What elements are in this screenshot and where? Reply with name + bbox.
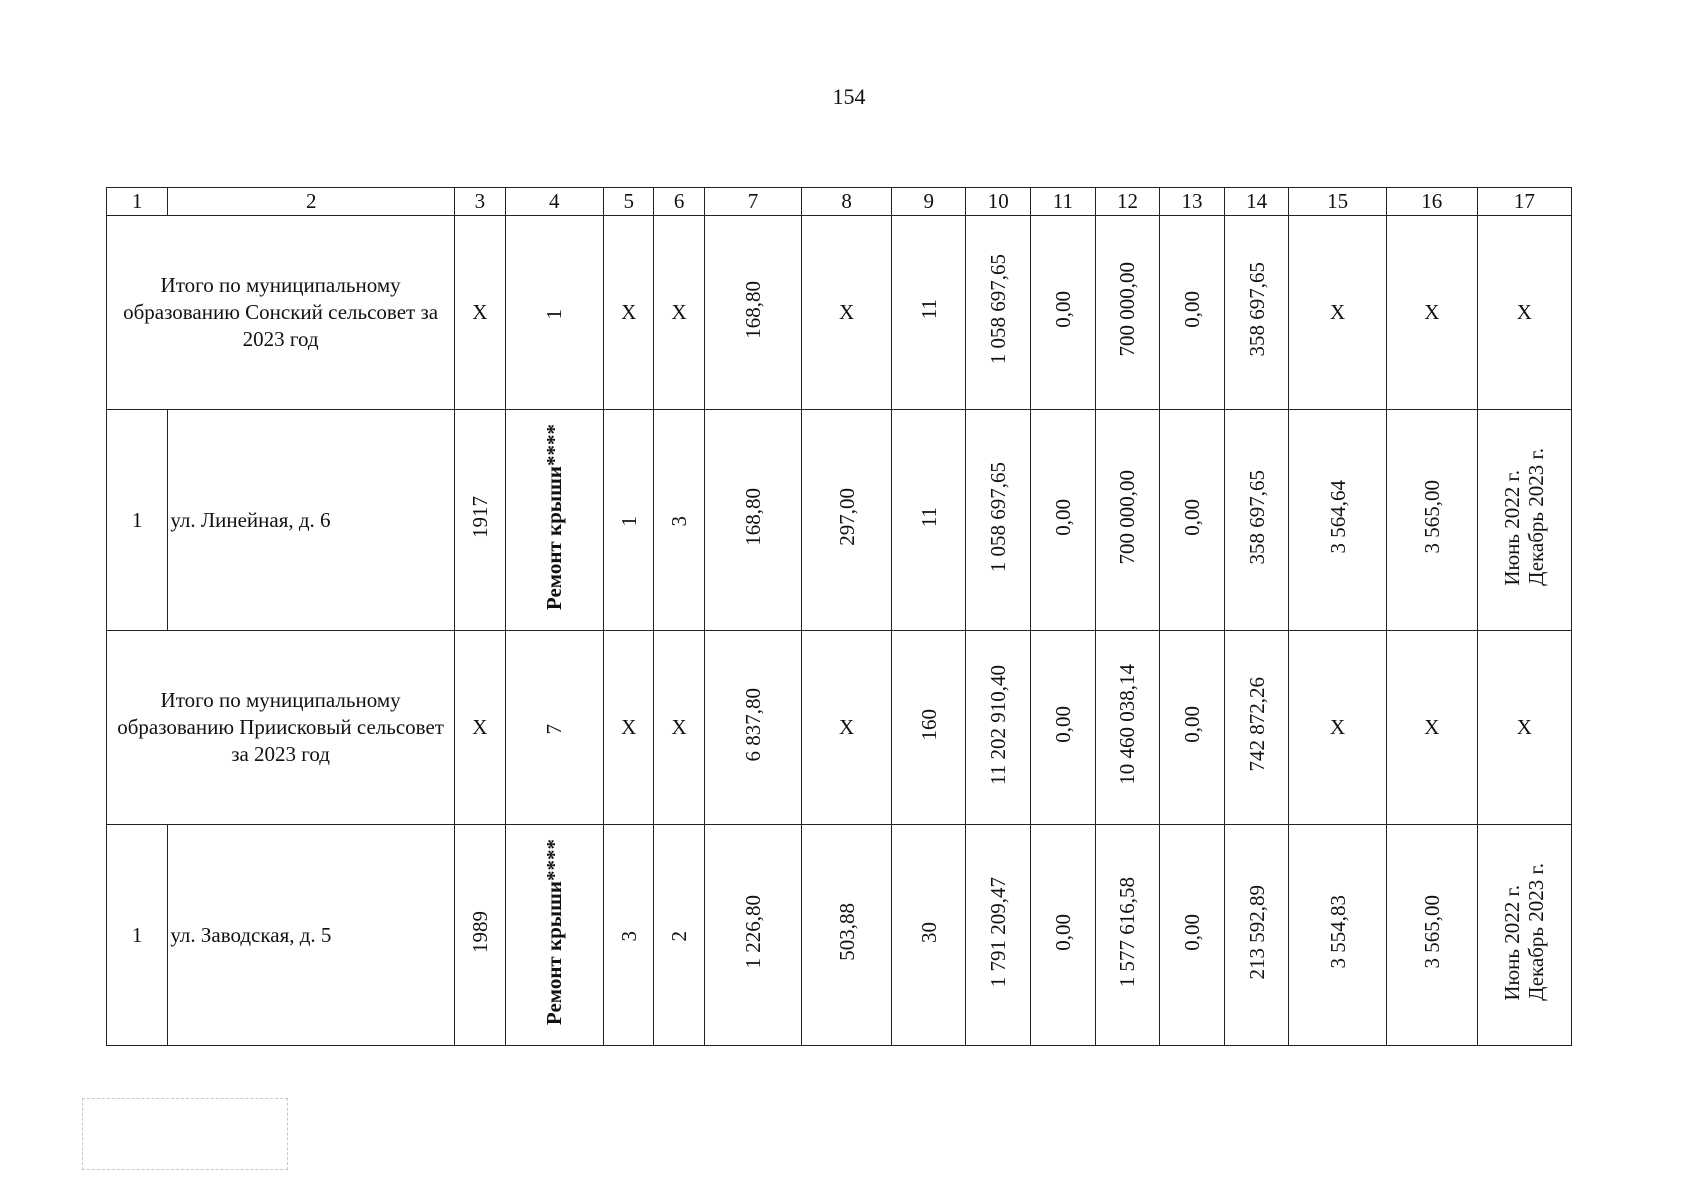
- col-header-4: 4: [505, 188, 604, 216]
- house-number: 1: [107, 410, 168, 631]
- col-header-8: 8: [802, 188, 892, 216]
- repair-program-table: [106, 187, 1572, 1046]
- cell-c16: 3 565,00: [1386, 825, 1477, 1046]
- col-header-7: 7: [704, 188, 801, 216]
- cell-c14: 358 697,65: [1224, 410, 1289, 631]
- cell-c8: 503,88: [802, 825, 892, 1046]
- cell-c10: 1 058 697,65: [966, 410, 1031, 631]
- total-row-priiskovy: [107, 631, 1572, 825]
- cell-c7: 6 837,80: [704, 631, 801, 825]
- cell-c5: 1: [604, 410, 654, 631]
- cell-c16: X: [1386, 631, 1477, 825]
- period-start: Июнь 2022 г.: [1500, 470, 1525, 586]
- total-label: Итого по муниципальному образованию Приисковый сельсовет за 2023 год: [107, 631, 455, 825]
- cell-c3: X: [455, 216, 505, 410]
- cell-c15: 3 564,64: [1289, 410, 1386, 631]
- cell-c10: 11 202 910,40: [966, 631, 1031, 825]
- cell-c10: 1 791 209,47: [966, 825, 1031, 1046]
- col-header-5: 5: [604, 188, 654, 216]
- cell-c14: 742 872,26: [1224, 631, 1289, 825]
- column-number-row: [107, 188, 1572, 216]
- col-header-16: 16: [1386, 188, 1477, 216]
- cell-work-type: Ремонт крыши****: [505, 825, 604, 1046]
- cell-period: [1477, 825, 1571, 1046]
- cell-work-type: Ремонт крыши****: [505, 410, 604, 631]
- cell-period: [1477, 410, 1571, 631]
- cell-c13: 0,00: [1160, 410, 1225, 631]
- cell-c7: 1 226,80: [704, 825, 801, 1046]
- col-header-6: 6: [654, 188, 704, 216]
- period-start: Июнь 2022 г.: [1500, 885, 1525, 1001]
- cell-c6: 3: [654, 410, 704, 631]
- total-label: Итого по муниципальному образованию Сонский сельсовет за 2023 год: [107, 216, 455, 410]
- cell-c12: 700 000,00: [1095, 410, 1160, 631]
- cell-c8: 297,00: [802, 410, 892, 631]
- cell-c4: 7: [505, 631, 604, 825]
- cell-c17: X: [1477, 216, 1571, 410]
- cell-c6: X: [654, 216, 704, 410]
- cell-c7: 168,80: [704, 410, 801, 631]
- cell-c6: X: [654, 631, 704, 825]
- cell-year: 1917: [455, 410, 505, 631]
- cell-c15: 3 554,83: [1289, 825, 1386, 1046]
- col-header-2: 2: [168, 188, 455, 216]
- col-header-12: 12: [1095, 188, 1160, 216]
- house-row-lineynaya: [107, 410, 1572, 631]
- cell-c13: 0,00: [1160, 631, 1225, 825]
- cell-c12: 1 577 616,58: [1095, 825, 1160, 1046]
- cell-c13: 0,00: [1160, 825, 1225, 1046]
- cell-c11: 0,00: [1031, 631, 1096, 825]
- cell-c9: 11: [892, 410, 966, 631]
- cell-c9: 11: [892, 216, 966, 410]
- house-number: 1: [107, 825, 168, 1046]
- cell-c7: 168,80: [704, 216, 801, 410]
- period-end: Декабрь 2023 г.: [1524, 863, 1549, 1001]
- cell-c12: 10 460 038,14: [1095, 631, 1160, 825]
- cell-c14: 213 592,89: [1224, 825, 1289, 1046]
- cell-c16: X: [1386, 216, 1477, 410]
- cell-c8: X: [802, 216, 892, 410]
- cell-c17: X: [1477, 631, 1571, 825]
- col-header-15: 15: [1289, 188, 1386, 216]
- col-header-9: 9: [892, 188, 966, 216]
- col-header-14: 14: [1224, 188, 1289, 216]
- house-row-zavodskaya: [107, 825, 1572, 1046]
- cell-year: 1989: [455, 825, 505, 1046]
- cell-c11: 0,00: [1031, 825, 1096, 1046]
- cell-c15: X: [1289, 631, 1386, 825]
- cell-c9: 30: [892, 825, 966, 1046]
- col-header-13: 13: [1160, 188, 1225, 216]
- cell-c14: 358 697,65: [1224, 216, 1289, 410]
- cell-c11: 0,00: [1031, 216, 1096, 410]
- house-address: ул. Линейная, д. 6: [168, 410, 455, 631]
- cell-c12: 700 000,00: [1095, 216, 1160, 410]
- cell-c5: 3: [604, 825, 654, 1046]
- col-header-1: 1: [107, 188, 168, 216]
- cell-c10: 1 058 697,65: [966, 216, 1031, 410]
- cell-c13: 0,00: [1160, 216, 1225, 410]
- cell-c8: X: [802, 631, 892, 825]
- cell-c6: 2: [654, 825, 704, 1046]
- cell-c5: X: [604, 631, 654, 825]
- cell-c11: 0,00: [1031, 410, 1096, 631]
- cell-c4: 1: [505, 216, 604, 410]
- cell-c16: 3 565,00: [1386, 410, 1477, 631]
- col-header-3: 3: [455, 188, 505, 216]
- cell-c9: 160: [892, 631, 966, 825]
- faded-stamp: [82, 1098, 288, 1170]
- cell-c15: X: [1289, 216, 1386, 410]
- col-header-17: 17: [1477, 188, 1571, 216]
- cell-c3: X: [455, 631, 505, 825]
- page-number: 154: [832, 84, 866, 109]
- period-end: Декабрь 2023 г.: [1524, 448, 1549, 586]
- col-header-10: 10: [966, 188, 1031, 216]
- col-header-11: 11: [1031, 188, 1096, 216]
- total-row-sonsky: [107, 216, 1572, 410]
- cell-c5: X: [604, 216, 654, 410]
- house-address: ул. Заводская, д. 5: [168, 825, 455, 1046]
